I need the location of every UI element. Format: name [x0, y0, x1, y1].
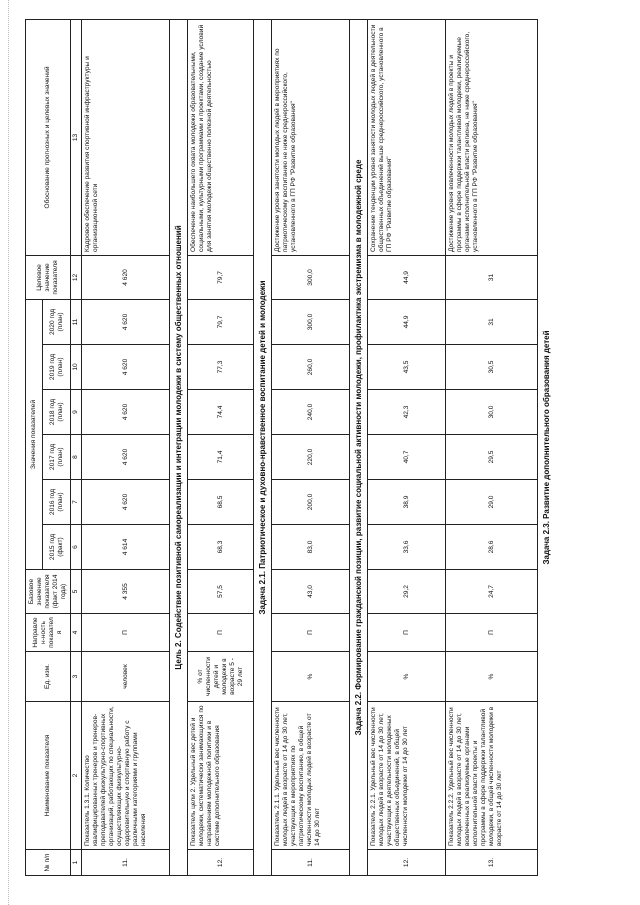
column-number: 12 — [71, 255, 82, 299]
row-direction: П — [446, 614, 538, 652]
row-value-2018: 42,3 — [368, 390, 446, 435]
row-value-2019: 260,0 — [272, 345, 350, 390]
row-unit: человек — [82, 652, 170, 702]
section-title: Цель 2. Содействие позитивной самореализации и интеграции молодежи в систему общественных отношений — [170, 19, 188, 875]
row-value-2018: 74,4 — [188, 390, 254, 435]
row-target: 300,0 — [272, 255, 350, 299]
column-number: 6 — [71, 525, 82, 570]
header-name: Наименование показателя — [26, 702, 71, 850]
row-direction: П — [272, 614, 350, 652]
column-number: 8 — [71, 435, 82, 480]
section-title: Задача 2.1. Патриотическое и духовно-нравственное воспитание детей и молодежи — [254, 19, 272, 875]
row-rationale: Достижение уровня занятости молодых людей в мероприятиях по патриотическому воспитанию не ниже среднероссийского, установленного в ГП РФ "Развитие образования" — [272, 19, 350, 255]
row-value-2019: 77,3 — [188, 345, 254, 390]
row-indicator-name: Показатель 1.3.1. Количество квалифицированных тренеров и тренеров-преподавателей физкультурно-спортивных организаций, работающих по специальности, осуществляющих физкультурно-оздоровительную и спортивную работу с различными категориями и группами населения — [82, 702, 170, 850]
row-direction: П — [82, 614, 170, 652]
rotated-table-container — [25, 20, 633, 876]
header-base-value: Базовое значение показателя (факт 2014 года) — [26, 570, 71, 614]
row-value-2016: 29,0 — [446, 480, 538, 525]
row-num: 12. — [188, 850, 254, 876]
row-value-2017: 29,5 — [446, 435, 538, 480]
row-base-value: 4 355 — [82, 570, 170, 614]
row-rationale: Кадровое обеспечение развития спортивной инфраструктуры и организационной сети — [82, 19, 170, 255]
row-indicator-name: Показатель 2.1.1. Удельный вес численности молодых людей в возрасте от 14 до 30 лет, участвующих в мероприятиях по патриотическому воспитанию, в общей численности молодых людей в возрасте от 14 до 30 лет — [272, 702, 350, 850]
row-value-2015: 33,6 — [368, 525, 446, 570]
header-year-2020: 2020 год (план) — [43, 299, 71, 344]
row-unit: % — [272, 652, 350, 702]
row-value-2017: 71,4 — [188, 435, 254, 480]
indicators-table — [25, 19, 555, 876]
row-value-2017: 4 620 — [82, 435, 170, 480]
table-header — [26, 19, 82, 875]
row-direction: П — [188, 614, 254, 652]
row-indicator-name: Показатель 2.2.1. Удельный вес численности молодых людей в возрасте от 14 до 30 лет, участвующих в деятельности молодежных общественных объединений, в общей численности молодежи от 14 до 30 лет — [368, 702, 446, 850]
section-row — [538, 19, 556, 875]
row-value-2015: 68,3 — [188, 525, 254, 570]
row-value-2015: 28,6 — [446, 525, 538, 570]
table-row — [82, 19, 170, 875]
column-number: 3 — [71, 652, 82, 702]
row-unit: % — [446, 652, 538, 702]
row-unit: % — [368, 652, 446, 702]
row-value-2019: 43,5 — [368, 345, 446, 390]
row-value-2018: 4 620 — [82, 390, 170, 435]
row-value-2017: 220,0 — [272, 435, 350, 480]
section-title: Задача 2.3. Развитие дополнительного образования детей — [542, 330, 551, 565]
table-row — [368, 19, 446, 875]
row-value-2016: 200,0 — [272, 480, 350, 525]
row-num: 11. — [272, 850, 350, 876]
row-num: 12. — [368, 850, 446, 876]
row-target: 79,7 — [188, 255, 254, 299]
column-number-row — [71, 19, 82, 875]
column-number: 9 — [71, 390, 82, 435]
header-year-2017: 2017 год (план) — [43, 435, 71, 480]
row-target: 44,9 — [368, 255, 446, 299]
row-value-2018: 240,0 — [272, 390, 350, 435]
header-target: Целевое значение показателя — [26, 255, 71, 299]
row-num: 13. — [446, 850, 538, 876]
section-title: Задача 2.2. Формирование гражданской позиции, развитие социальной активности молодежи, профилактика экстремизма в молодежной среде — [350, 19, 368, 875]
column-number: 10 — [71, 345, 82, 390]
row-unit: % от численности детей и молодежи в возрасте 5 - 29 лет — [188, 652, 254, 702]
header-year-2015: 2015 год (факт) — [43, 525, 71, 570]
row-rationale: Достижение уровня вовлеченности молодых людей в проекты и программы в сфере поддержки талантливой молодежи, реализуемые органами исполнительной власти региона, не ниже среднероссийского, установленного в ГП РФ "Развитие образования" — [446, 19, 538, 255]
row-rationale: Сохранение тенденции уровня занятости молодых людей в деятельности общественных объединений выше среднероссийского, установленного в ГП РФ "Развитие образования" — [368, 19, 446, 255]
row-target: 4 620 — [82, 255, 170, 299]
column-number: 4 — [71, 614, 82, 652]
row-base-value: 57,5 — [188, 570, 254, 614]
table-row — [272, 19, 350, 875]
row-base-value: 29,2 — [368, 570, 446, 614]
section-row — [254, 19, 272, 875]
row-value-2019: 30,5 — [446, 345, 538, 390]
column-number: 5 — [71, 570, 82, 614]
row-value-2016: 38,9 — [368, 480, 446, 525]
row-value-2018: 30,0 — [446, 390, 538, 435]
column-number: 1 — [71, 850, 82, 876]
row-value-2020: 4 620 — [82, 299, 170, 344]
row-value-2019: 4 620 — [82, 345, 170, 390]
row-rationale: Обеспечение наибольшего охвата молодежи образовательными, социальными, культурными программами и проектами, создание условий для занятия молодежи общественно полезной деятельностью — [188, 19, 254, 255]
header-year-2018: 2018 год (план) — [43, 390, 71, 435]
row-num: 11. — [82, 850, 170, 876]
table-body — [82, 19, 556, 875]
row-indicator-name: Показатель 2.2.2. Удельный вес численности молодых людей в возрасте от 14 до 30 лет, вовлеченных в реализуемые органами исполнительной власти проекты и программы в сфере поддержки талантливой молодежи, в общей численности молодежи в возрасте от 14 до 30 лет — [446, 702, 538, 850]
row-base-value: 43,0 — [272, 570, 350, 614]
section-row — [350, 19, 368, 875]
row-value-2016: 68,5 — [188, 480, 254, 525]
table-row — [446, 19, 538, 875]
column-number: 2 — [71, 702, 82, 850]
header-num: № п/п — [26, 850, 71, 876]
column-number: 13 — [71, 19, 82, 255]
header-unit: Ед. изм. — [26, 652, 71, 702]
row-value-2017: 40,7 — [368, 435, 446, 480]
header-direction: Направлен-ность показателя — [26, 614, 71, 652]
row-value-2020: 31 — [446, 299, 538, 344]
row-value-2015: 83,0 — [272, 525, 350, 570]
row-value-2015: 4 614 — [82, 525, 170, 570]
row-indicator-name: Показатель цели 2. Удельный вес детей и молодежи, систематически занимающихся по направлениям молодежной политики и в системе дополнительного образования — [188, 702, 254, 850]
section-row — [170, 19, 188, 875]
row-target: 31 — [446, 255, 538, 299]
row-value-2020: 79,7 — [188, 299, 254, 344]
column-number: 7 — [71, 480, 82, 525]
row-direction: П — [368, 614, 446, 652]
row-value-2020: 44,9 — [368, 299, 446, 344]
scan-border-line — [8, 0, 10, 905]
header-rationale: Обоснование прогнозных и целевых значений — [26, 19, 71, 255]
header-year-2019: 2019 год (план) — [43, 345, 71, 390]
column-number: 11 — [71, 299, 82, 344]
row-base-value: 24,7 — [446, 570, 538, 614]
table-row — [188, 19, 254, 875]
row-value-2020: 300,0 — [272, 299, 350, 344]
row-value-2016: 4 620 — [82, 480, 170, 525]
header-year-2016: 2016 год (план) — [43, 480, 71, 525]
header-values-group: Значения показателей — [26, 299, 43, 569]
